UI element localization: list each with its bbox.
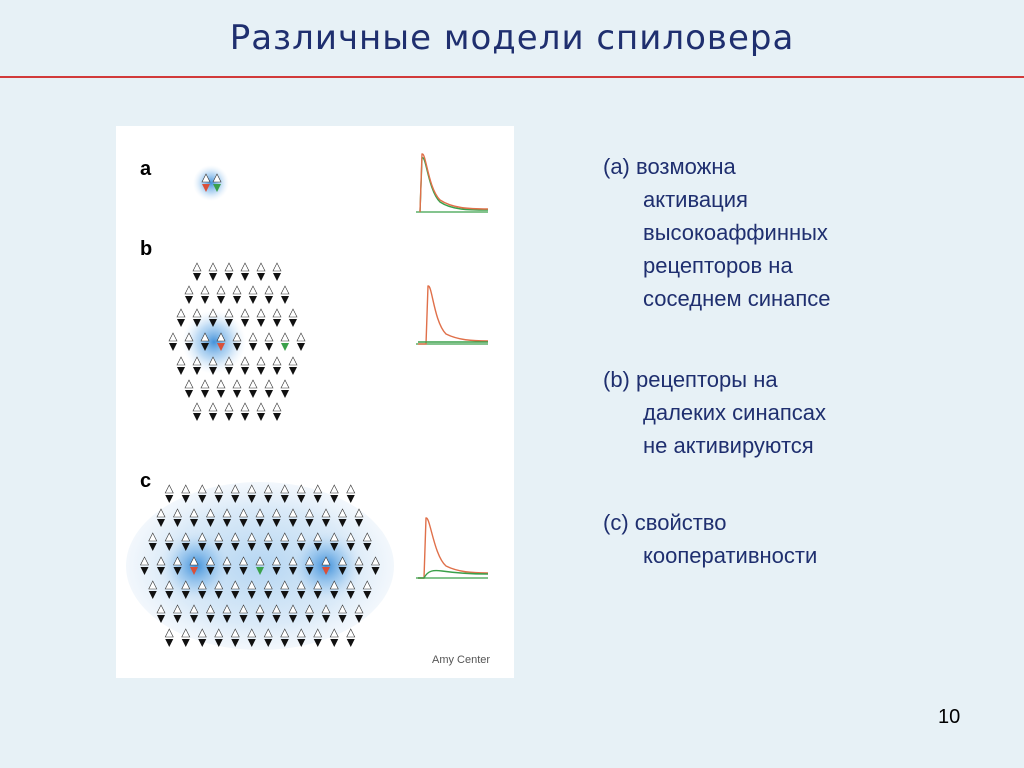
- synapse-glyph: [185, 380, 193, 398]
- synapse-glyph: [265, 333, 273, 351]
- synapse-glyph: [347, 629, 355, 647]
- synapse-glyph: [257, 309, 265, 327]
- synapse-glyph: [201, 286, 209, 304]
- synapse-glyph: [265, 286, 273, 304]
- synapse-glyph: [273, 403, 281, 421]
- synapse-glyph: [225, 263, 233, 281]
- synapse-glyph: [193, 263, 201, 281]
- bullet-a-line-3: высокоаффинных: [643, 220, 828, 245]
- trace-panel-c: [416, 518, 488, 578]
- synapse-glyph: [249, 333, 257, 351]
- synapse-glyph: [257, 263, 265, 281]
- synapse-glyph: [201, 380, 209, 398]
- synapse-glyph: [165, 629, 173, 647]
- trace-panel-a: [416, 154, 488, 212]
- bullet-b: [603, 363, 943, 462]
- bullet-c: [603, 506, 943, 572]
- panel-label-b: b: [140, 238, 153, 260]
- synapse-distant: [281, 333, 289, 351]
- synapse-glyph: [249, 286, 257, 304]
- page-number: 10: [938, 706, 961, 728]
- synapse-glyph: [289, 309, 297, 327]
- synapse-glyph: [281, 286, 289, 304]
- bullet-b-line-1: (b) рецепторы на: [603, 367, 778, 392]
- trace-panel-b: [416, 286, 488, 344]
- synapse-glyph: [177, 309, 185, 327]
- image-credit: Amy Center: [432, 654, 491, 666]
- synapse-glyph: [265, 380, 273, 398]
- panel-label-c: c: [140, 470, 152, 492]
- bullet-b-line-3: не активируются: [643, 433, 814, 458]
- synapse-glyph: [217, 286, 225, 304]
- synapse-glyph: [169, 333, 177, 351]
- title-divider: [0, 76, 1024, 78]
- panel-label-a: a: [140, 158, 152, 180]
- bullet-b-line-2: далеких синапсах: [643, 400, 826, 425]
- synapse-glyph: [281, 380, 289, 398]
- synapse-glyph: [249, 380, 257, 398]
- synapse-glyph: [177, 357, 185, 375]
- current-traces-layer: [416, 154, 488, 578]
- synapse-glyph: [217, 380, 225, 398]
- synapse-glyph: [185, 286, 193, 304]
- bullet-a-line-1: (a) возможна: [603, 154, 736, 179]
- synapse-glyph: [165, 485, 173, 503]
- synapse-glyph: [241, 403, 249, 421]
- synapse-glyph: [225, 403, 233, 421]
- synapse-glyph: [257, 357, 265, 375]
- synapse-glyph: [289, 357, 297, 375]
- synapse-glyph: [241, 309, 249, 327]
- spillover-figure: [116, 126, 514, 678]
- synapse-glyph: [347, 485, 355, 503]
- synapse-glyph: [273, 357, 281, 375]
- synapse-glyph: [257, 403, 265, 421]
- synapse-glyph: [241, 263, 249, 281]
- bullet-c-line-2: кооперативности: [643, 543, 818, 568]
- figure-drawing: [116, 126, 514, 678]
- synapse-glyph: [273, 309, 281, 327]
- synapse-glyph: [209, 403, 217, 421]
- slide-title: Различные модели спиловера: [229, 18, 795, 58]
- bullet-a-line-5: соседнем синапсе: [643, 286, 831, 311]
- synapse-glyph: [241, 357, 249, 375]
- glow-panel-a: [193, 165, 229, 201]
- bullet-c-line-1: (c) свойство: [603, 510, 727, 535]
- bullet-a-line-2: активация: [643, 187, 748, 212]
- synapse-glyph: [193, 403, 201, 421]
- synapse-glyph: [233, 286, 241, 304]
- synapse-glyph: [209, 263, 217, 281]
- synapse-glyph: [297, 333, 305, 351]
- synapse-glyph: [273, 263, 281, 281]
- bullet-a-line-4: рецепторов на: [643, 253, 793, 278]
- bullet-a: [603, 150, 943, 315]
- synapse-glyph: [233, 380, 241, 398]
